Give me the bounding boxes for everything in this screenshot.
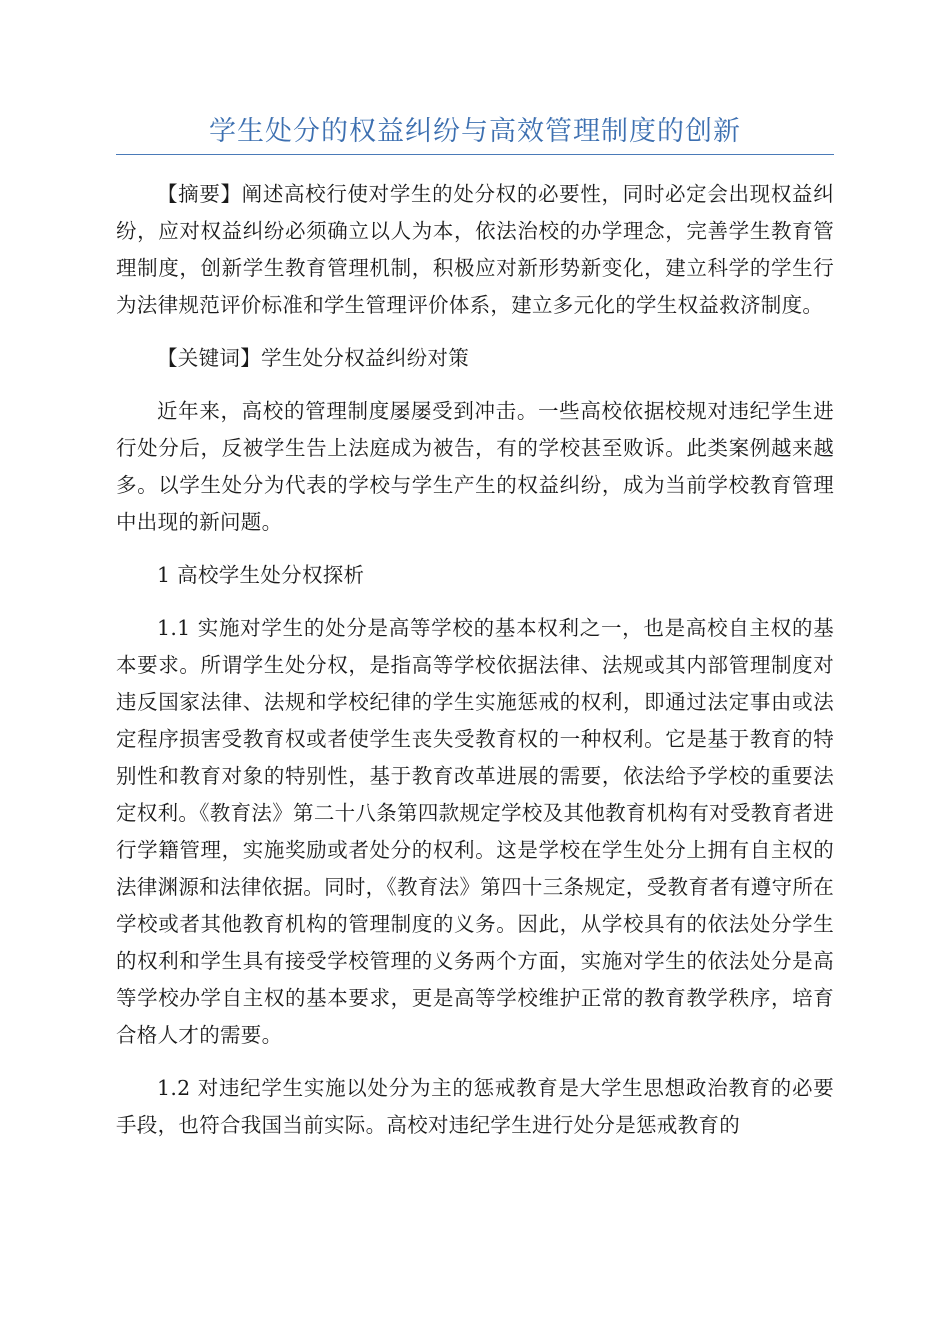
keywords-paragraph: 【关键词】学生处分权益纠纷对策 — [157, 346, 469, 370]
paragraph-1-2: 1.2 对违纪学生实施以处分为主的惩戒教育是大学生思想政治教育的必要手段，也符合我国当前实际。高校对违纪学生进行处分是惩戒教育的 — [116, 1076, 834, 1137]
title-underline — [116, 154, 834, 155]
abstract-paragraph: 【摘要】阐述高校行使对学生的处分权的必要性，同时必定会出现权益纠纷，应对权益纠纷必须确立以人为本，依法治校的办学理念，完善学生教育管理制度，创新学生教育管理机制，积极应对新形势新变化，建立科学的学生行为法律规范评价标准和学生管理评价体系，建立多元化的学生权益救济制度。 — [116, 182, 834, 317]
intro-paragraph: 近年来，高校的管理制度屡屡受到冲击。一些高校依据校规对违纪学生进行处分后，反被学生告上法庭成为被告，有的学校甚至败诉。此类案例越来越多。以学生处分为代表的学校与学生产生的权益纠纷，成为当前学校教育管理中出现的新问题。 — [116, 399, 834, 534]
paragraph-1-1: 1.1 实施对学生的处分是高等学校的基本权利之一，也是高校自主权的基本要求。所谓学生处分权，是指高等学校依据法律、法规或其内部管理制度对违反国家法律、法规和学校纪律的学生实施惩戒的权利，即通过法定事由或法定程序损害受教育权或者使学生丧失受教育权的一种权利。它是基于教育的特别性和教育对象的特别性，基于教育改革进展的需要，依法给予学校的重要法定权利。《教育法》第二十八条第四款规定学校及其他教育机构有对受教育者进行学籍管理，实施奖励或者处分的权利。这是学校在学生处分上拥有自主权的法律渊源和法律依据。同时，《教育法》第四十三条规定，受教育者有遵守所在学校或者其他教育机构的管理制度的义务。因此，从学校具有的依法处分学生的权利和学生具有接受学校管理的义务两个方面，实施对学生的依法处分是高等学校办学自主权的基本要求，更是高等学校维护正常的教育教学秩序，培育合格人才的需要。 — [116, 616, 834, 1047]
document-body — [116, 176, 834, 1160]
document-title: 学生处分的权益纠纷与高效管理制度的创新 — [209, 116, 741, 147]
section-heading: 1 高校学生处分权探析 — [157, 563, 365, 587]
